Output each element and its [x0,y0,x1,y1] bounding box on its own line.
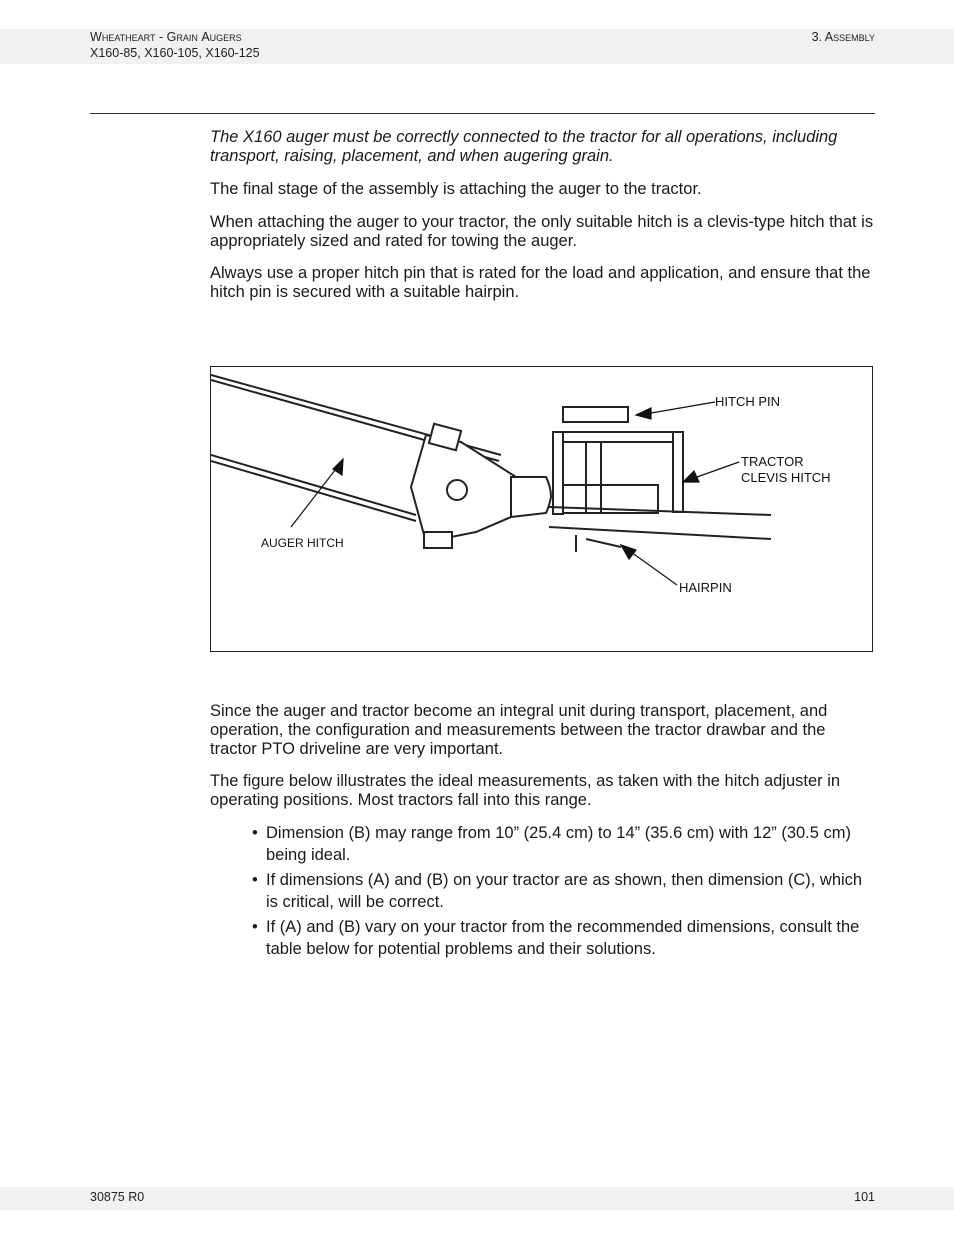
header-title-block [90,29,260,61]
label-tractor-clevis: TRACTOR CLEVIS HITCH [741,454,831,485]
label-hitch-pin: HITCH PIN [715,394,780,409]
header-section: 3. Assembly [811,30,875,44]
intro-warning: The X160 auger must be correctly connected to the tractor for all operations, including transport, raising, placement, and when augering grain. [210,128,838,165]
body-paragraph-5: The figure below illustrates the ideal measurements, as taken with the hitch adjuster in operating positions. Most tractors fall into this range. [210,772,841,809]
list-item: • If (A) and (B) vary on your tractor from the recommended dimensions, consult the table below for potential problems and their solutions. [252,916,872,960]
label-hairpin: HAIRPIN [679,580,732,595]
auger-tongue [511,477,551,517]
auger-hitch-tab-bottom [424,532,452,548]
intro-paragraph-3: Always use a proper hitch pin that is rated for the load and application, and ensure that the hitch pin is secured with a suitable hairpin. [210,264,871,301]
hairpin-shape [576,535,621,552]
hairpin-arrow [621,545,636,559]
hitch-pin-arrow [636,408,651,419]
clevis-leader [697,462,739,477]
dimension-bullet-list [252,822,872,963]
footer-page-number: 101 [854,1190,875,1204]
header-models: X160-85, X160-105, X160-125 [90,46,260,60]
body-paragraph-4: Since the auger and tractor become an integral unit during transport, placement, and operation, the configuration and measurements between the tractor drawbar and the tractor PTO driveline are very important. [210,702,828,758]
clevis-right-side [673,432,683,512]
auger-hitch-arrow [333,459,343,475]
clevis-top-plate [553,432,683,442]
hitch-pin-leader [651,402,715,413]
auger-tube-bottom-line [211,455,416,515]
list-item: • Dimension (B) may range from 10” (25.4 cm) to 14” (35.6 cm) with 12” (30.5 cm) being ideal. [252,822,872,866]
hitch-figure [210,366,873,652]
auger-hitch-hole [447,480,467,500]
hairpin-leader [631,552,677,585]
intro-paragraph-1: The final stage of the assembly is attaching the auger to the tractor. [210,180,702,198]
auger-tube-bottom-line-2 [211,461,416,521]
header-rule [90,113,875,114]
clevis-arrow [683,471,699,482]
drawbar-bottom [549,527,771,539]
footer-doc-number: 30875 R0 [90,1190,145,1204]
intro-paragraph-2: When attaching the auger to your tractor, the only suitable hitch is a clevis-type hitch that is appropriately sized and rated for towing the auger. [210,213,874,250]
list-item: • If dimensions (A) and (B) on your tractor are as shown, then dimension (C), which is critical, will be correct. [252,869,872,913]
header-product-title: Wheatheart - Grain Augers [90,30,242,44]
label-auger-hitch: AUGER HITCH [261,536,344,550]
clevis-left-side [553,432,563,514]
hitch-pin-head [563,407,628,422]
